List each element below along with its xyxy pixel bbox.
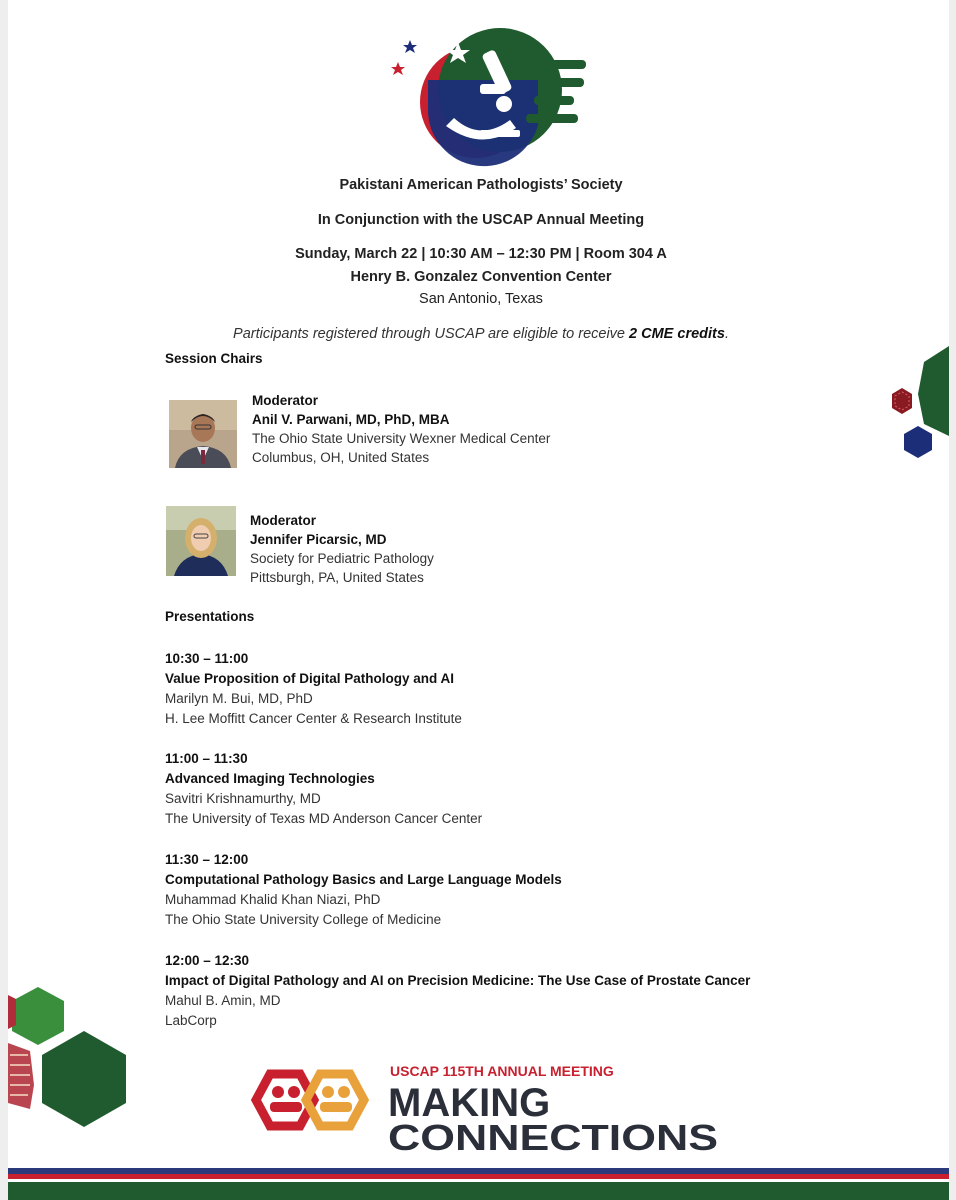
organization-name: Pakistani American Pathologists’ Society	[339, 177, 623, 193]
hexagon-decoration-left-icon	[8, 985, 132, 1140]
presentation-title: Value Proposition of Digital Pathology and AI	[165, 671, 455, 686]
presentation-institution: The University of Texas MD Anderson Cancer Center	[165, 811, 483, 826]
chair-name: Anil V. Parwani, MD, PhD, MBA	[252, 412, 450, 427]
chair-role: Moderator	[250, 513, 317, 528]
cme-suffix: .	[724, 326, 729, 342]
chair-card-1	[252, 391, 550, 467]
presentation-time: 11:30 – 12:00	[165, 852, 249, 867]
session-chairs-heading: Session Chairs	[165, 351, 263, 366]
footer-stripes	[8, 1168, 949, 1200]
chair-role: Moderator	[252, 393, 319, 408]
chair-photo-parwani	[169, 400, 237, 468]
connections-word: CONNECTIONS	[388, 1117, 718, 1152]
presentation-title: Advanced Imaging Technologies	[165, 771, 375, 786]
presentation-institution: LabCorp	[165, 1013, 217, 1028]
conjunction-line: In Conjunction with the USCAP Annual Meeting	[317, 212, 645, 228]
presentation-speaker: Savitri Krishnamurthy, MD	[165, 791, 321, 806]
presentation-institution: The Ohio State University College of Medicine	[165, 912, 442, 927]
presentation-speaker: Muhammad Khalid Khan Niazi, PhD	[165, 892, 381, 907]
meeting-line: USCAP 115TH ANNUAL MEETING	[390, 1063, 614, 1079]
presentation-speaker: Mahul B. Amin, MD	[165, 993, 281, 1008]
chair-affiliation: Society for Pediatric Pathology	[250, 551, 434, 566]
cme-credits: 2 CME credits	[629, 326, 725, 342]
presentation-item	[165, 649, 462, 729]
schedule-line: Sunday, March 22 | 10:30 AM – 12:30 PM | Room 304 A	[295, 246, 667, 262]
venue-city: San Antonio, Texas	[419, 291, 543, 307]
presentation-time: 10:30 – 11:00	[165, 651, 249, 666]
chair-name: Jennifer Picarsic, MD	[250, 532, 387, 547]
chair-location: Columbus, OH, United States	[252, 450, 430, 465]
presentation-time: 11:00 – 11:30	[165, 751, 248, 766]
cme-credit-note	[0, 326, 956, 342]
chair-affiliation: The Ohio State University Wexner Medical Center	[252, 431, 551, 446]
society-logo-icon	[388, 20, 588, 170]
making-word: MAKING	[388, 1081, 551, 1125]
presentation-speaker: Marilyn M. Bui, MD, PhD	[165, 691, 313, 706]
chair-location: Pittsburgh, PA, United States	[250, 570, 424, 585]
presentation-item	[165, 951, 750, 1031]
presentations-heading: Presentations	[165, 609, 255, 624]
presentation-item	[165, 749, 482, 829]
presentation-time: 12:00 – 12:30	[165, 953, 250, 968]
cme-prefix: Participants registered through USCAP are eligible to receive	[233, 326, 630, 342]
hexagon-decoration-right-icon	[884, 344, 949, 466]
venue-name: Henry B. Gonzalez Convention Center	[350, 269, 612, 285]
chair-photo-picarsic	[166, 506, 236, 576]
presentation-item	[165, 850, 562, 930]
presentation-title: Impact of Digital Pathology and AI on Precision Medicine: The Use Case of Prostate Cancer	[165, 973, 751, 988]
chair-card-2	[250, 511, 434, 587]
presentation-title: Computational Pathology Basics and Large Language Models	[165, 872, 562, 887]
uscap-making-connections-logo-icon	[238, 1060, 728, 1152]
presentation-institution: H. Lee Moffitt Cancer Center & Research Institute	[165, 711, 462, 726]
